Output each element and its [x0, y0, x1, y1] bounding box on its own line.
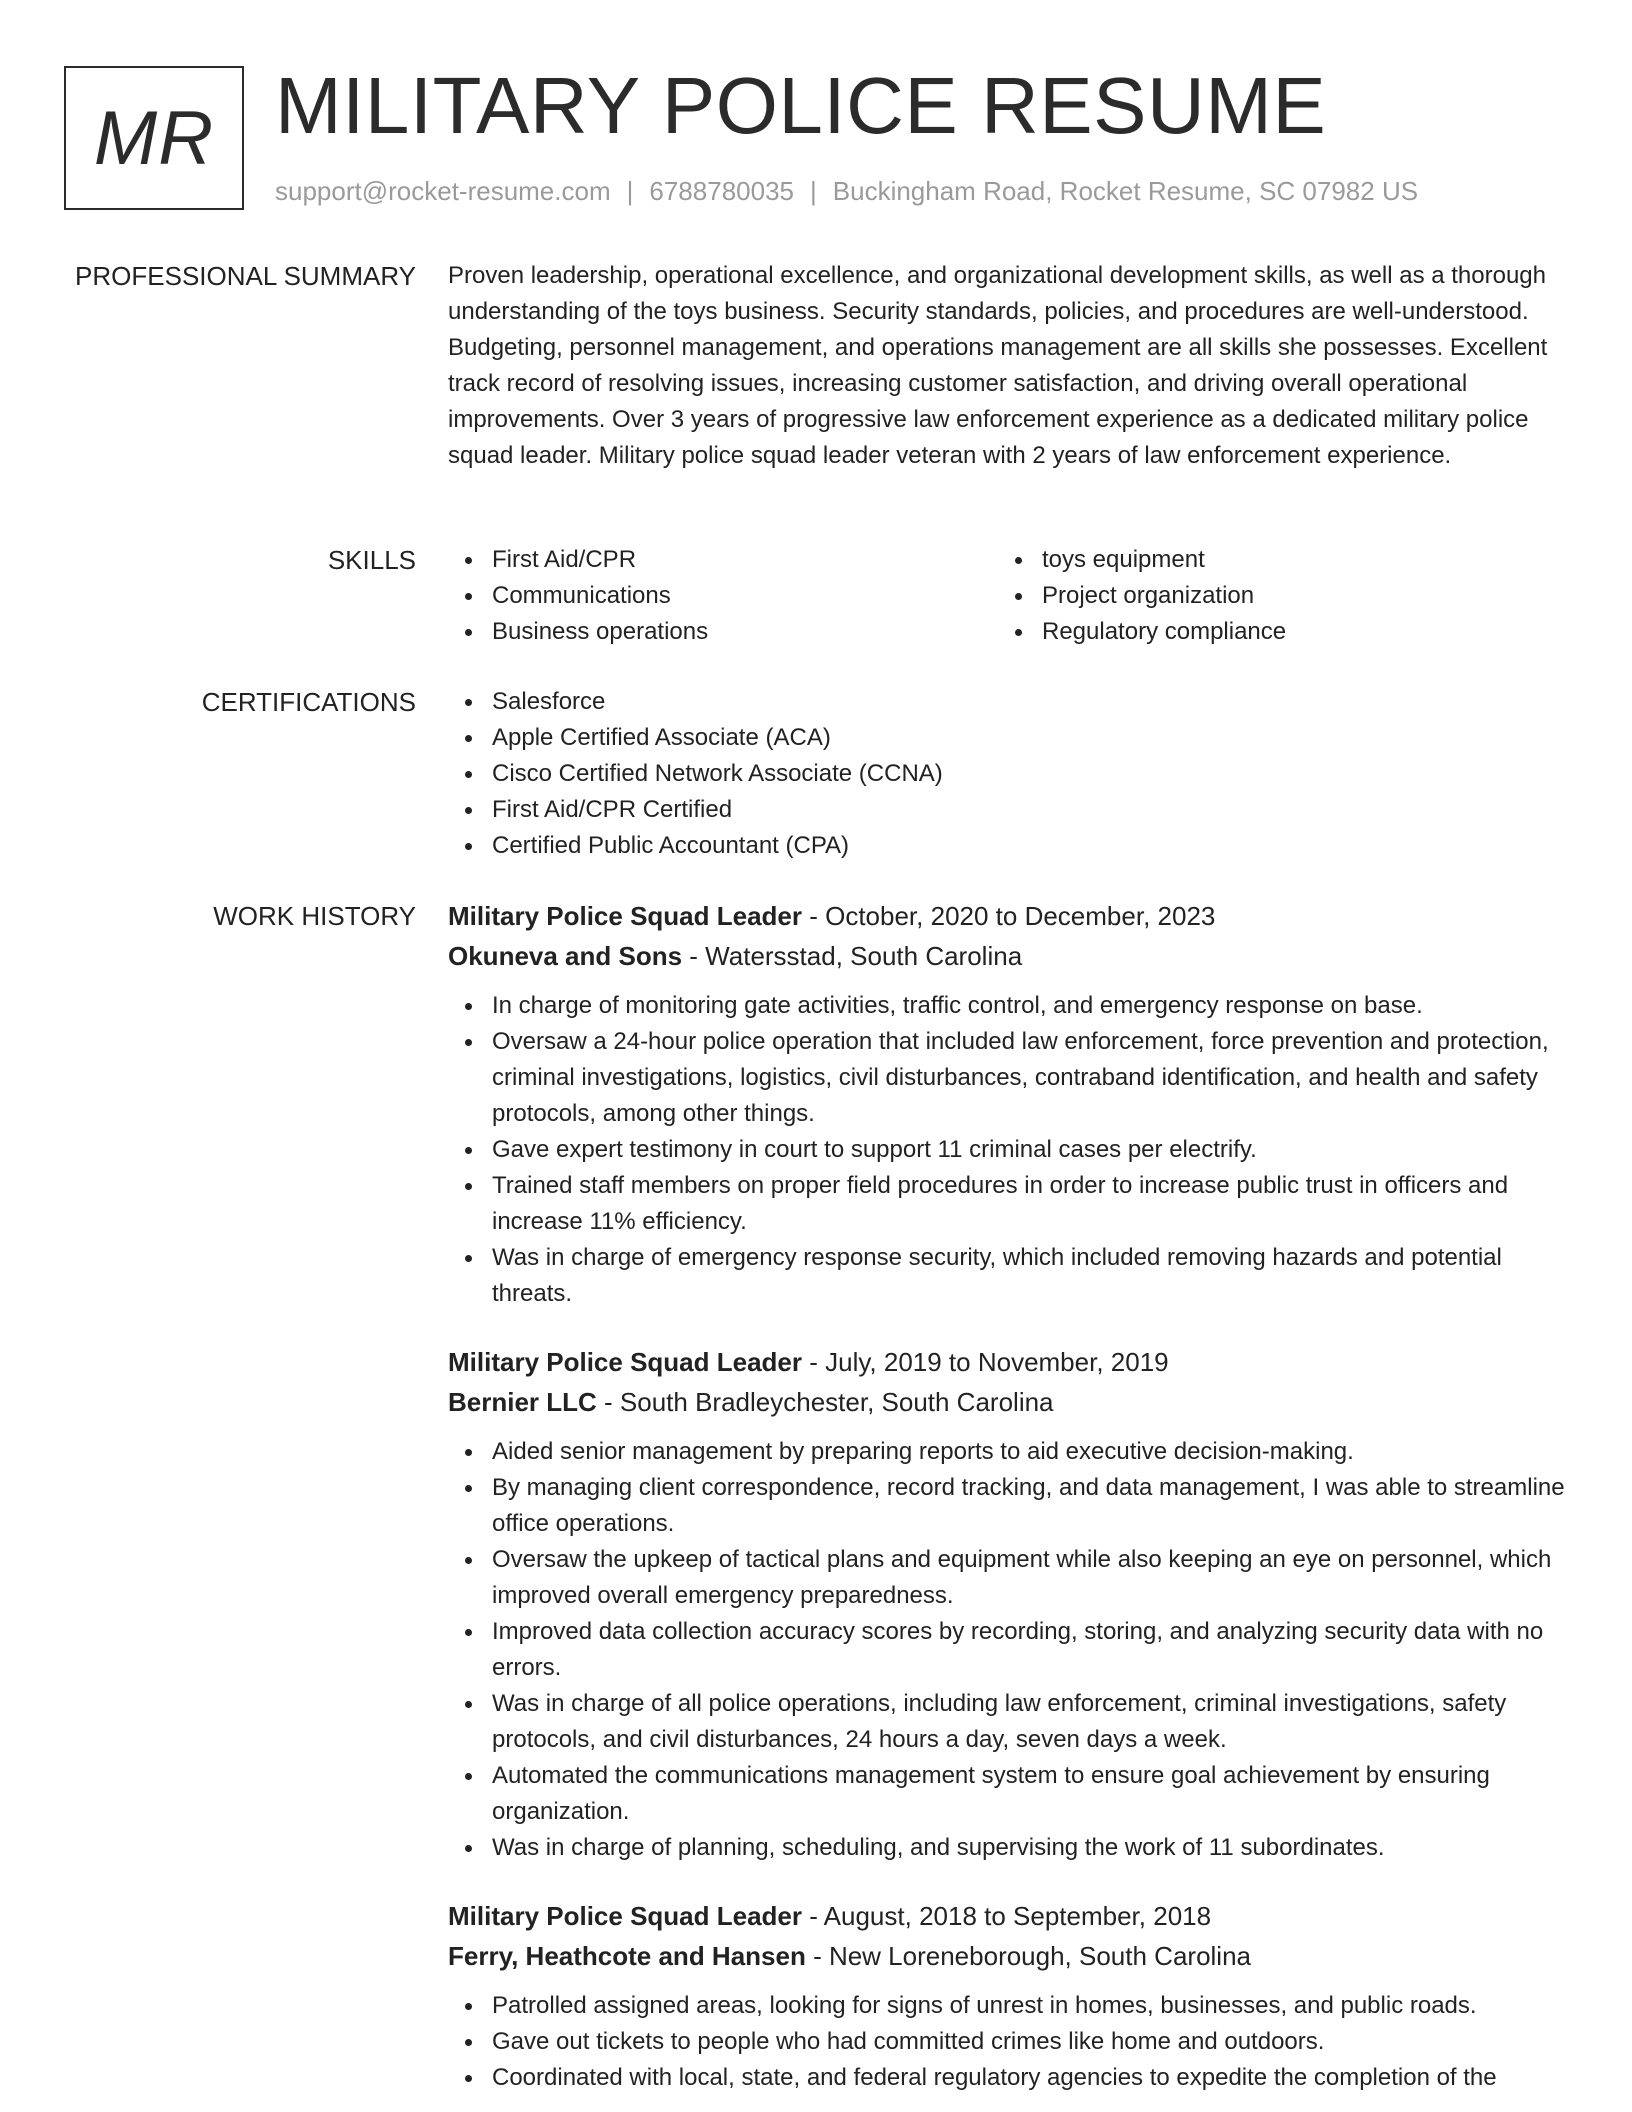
resume-header: [64, 61, 1584, 214]
job-location: - South Bradleychester, South Carolina: [596, 1387, 1054, 1417]
skill-item: Project organization: [998, 578, 1548, 614]
contact-email[interactable]: support@rocket-resume.com: [275, 176, 611, 206]
job-bullet: Patrolled assigned areas, looking for signs of unrest in homes, businesses, and public roads.: [448, 1988, 1568, 2024]
job-bullet: Gave expert testimony in court to support 11 criminal cases per electrify.: [448, 1132, 1568, 1168]
job-bullet: In charge of monitoring gate activities, traffic control, and emergency response on base.: [448, 988, 1568, 1024]
monogram-logo: MR: [64, 66, 244, 210]
job-bullet: Coordinated with local, state, and federal regulatory agencies to expedite the completion of the: [448, 2060, 1568, 2096]
page-title: MILITARY POLICE RESUME: [275, 61, 1327, 150]
job-entry: [448, 896, 1568, 1312]
job-dates: - August, 2018 to September, 2018: [802, 1901, 1212, 1931]
job-title-line: [448, 1896, 1568, 1936]
contact-phone[interactable]: 6788780035: [649, 176, 794, 206]
job-bullet: Aided senior management by preparing reports to aid executive decision-making.: [448, 1434, 1568, 1470]
summary-heading: PROFESSIONAL SUMMARY: [75, 261, 416, 291]
job-bullet: Improved data collection accuracy scores by recording, storing, and analyzing security data with no errors.: [448, 1614, 1568, 1686]
contact-address: Buckingham Road, Rocket Resume, SC 07982 US: [832, 176, 1419, 206]
job-bullet: By managing client correspondence, record tracking, and data management, I was able to streamline office operations.: [448, 1470, 1568, 1542]
job-company-line: [448, 1936, 1568, 1976]
certification-item: Certified Public Accountant (CPA): [448, 828, 1568, 864]
certifications-body: [448, 684, 1568, 864]
work-history-body: [448, 896, 1568, 2112]
job-bullet: Was in charge of emergency response security, which included removing hazards and potential threats.: [448, 1240, 1568, 1312]
summary-text: Proven leadership, operational excellence, and organizational development skills, as well as a thorough understanding of the toys business. Security standards, policies, and procedures are well-understood. Budgeting, personnel management, and operations management are all skills she possesses. Excellent track record of resolving issues, increasing customer satisfaction, and driving overall operational improvements. Over 3 years of progressive law enforcement experience as a dedicated military police squad leader. Military police squad leader veteran with 2 years of law enforcement experience.: [448, 262, 1548, 469]
skills-list-left: [448, 542, 998, 650]
job-title: Military Police Squad Leader: [448, 1901, 802, 1931]
certifications-list: [448, 684, 1568, 864]
job-bullet: Was in charge of planning, scheduling, and supervising the work of 11 subordinates.: [448, 1830, 1568, 1866]
job-dates: - July, 2019 to November, 2019: [802, 1347, 1169, 1377]
job-location: - New Loreneborough, South Carolina: [805, 1941, 1252, 1971]
job-company: Okuneva and Sons: [448, 941, 683, 971]
job-dates: - October, 2020 to December, 2023: [802, 901, 1216, 931]
skill-item: Regulatory compliance: [998, 614, 1548, 650]
job-company-line: [448, 1382, 1568, 1422]
skill-item: Business operations: [448, 614, 998, 650]
job-bullets: [448, 988, 1568, 1312]
certifications-heading: CERTIFICATIONS: [201, 687, 416, 717]
job-location: - Watersstad, South Carolina: [682, 941, 1023, 971]
skills-heading: SKILLS: [327, 545, 416, 575]
job-bullet: Oversaw a 24-hour police operation that included law enforcement, force prevention and protection, criminal investigations, logistics, civil disturbances, contraband identification, and health and safety protocols, among other things.: [448, 1024, 1568, 1132]
skill-item: Communications: [448, 578, 998, 614]
job-bullet: Trained staff members on proper field procedures in order to increase public trust in officers and increase 11% efficiency.: [448, 1168, 1568, 1240]
job-company: Ferry, Heathcote and Hansen: [448, 1941, 806, 1971]
job-bullet: Gave out tickets to people who had committed crimes like home and outdoors.: [448, 2024, 1568, 2060]
skills-list-right: [998, 542, 1548, 650]
certification-item: Salesforce: [448, 684, 1568, 720]
job-company-line: [448, 936, 1568, 976]
job-entry: [448, 1896, 1568, 2096]
certification-item: Apple Certified Associate (ACA): [448, 720, 1568, 756]
work-history-heading: WORK HISTORY: [213, 901, 416, 931]
job-title-line: [448, 1342, 1568, 1382]
certification-item: Cisco Certified Network Associate (CCNA): [448, 756, 1568, 792]
certification-item: First Aid/CPR Certified: [448, 792, 1568, 828]
contact-separator: |: [626, 176, 634, 206]
job-company: Bernier LLC: [448, 1387, 597, 1417]
contact-line: [275, 173, 1418, 209]
job-entry: [448, 1342, 1568, 1866]
job-title: Military Police Squad Leader: [448, 1347, 802, 1377]
job-bullets: [448, 1988, 1568, 2096]
skill-item: First Aid/CPR: [448, 542, 998, 578]
job-title: Military Police Squad Leader: [448, 901, 802, 931]
summary-body: [448, 258, 1568, 474]
job-bullet: Was in charge of all police operations, including law enforcement, criminal investigations, safety protocols, and civil disturbances, 24 hours a day, seven days a week.: [448, 1686, 1568, 1758]
job-bullet: Oversaw the upkeep of tactical plans and equipment while also keeping an eye on personnel, which improved overall emergency preparedness.: [448, 1542, 1568, 1614]
job-title-line: [448, 896, 1568, 936]
job-bullets: [448, 1434, 1568, 1866]
skill-item: toys equipment: [998, 542, 1548, 578]
skills-body: [448, 542, 1568, 650]
contact-separator: |: [810, 176, 817, 206]
job-bullet: Automated the communications management system to ensure goal achievement by ensuring organization.: [448, 1758, 1568, 1830]
